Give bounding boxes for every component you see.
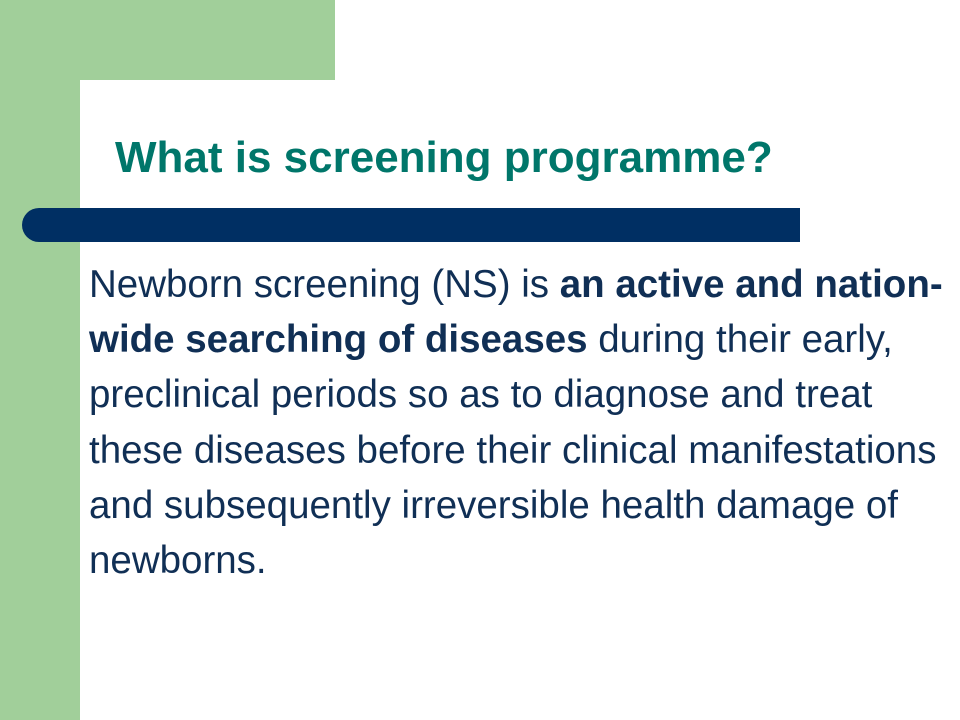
title-divider-bar <box>22 208 800 242</box>
body-text-intro: Newborn screening (NS) is <box>89 263 560 306</box>
body-text-rest: during their early, preclinical periods so as to diagnose and treat these diseases before their clinical manifestations and subsequently irreversible health damage of newborns. <box>89 318 937 583</box>
slide-body-text <box>89 257 949 588</box>
slide-title: What is screening programme? <box>115 133 773 182</box>
green-top-band <box>0 0 335 80</box>
body-text-bold: an active and nation-wide searching of diseases <box>89 263 943 362</box>
green-sidebar <box>0 0 80 720</box>
